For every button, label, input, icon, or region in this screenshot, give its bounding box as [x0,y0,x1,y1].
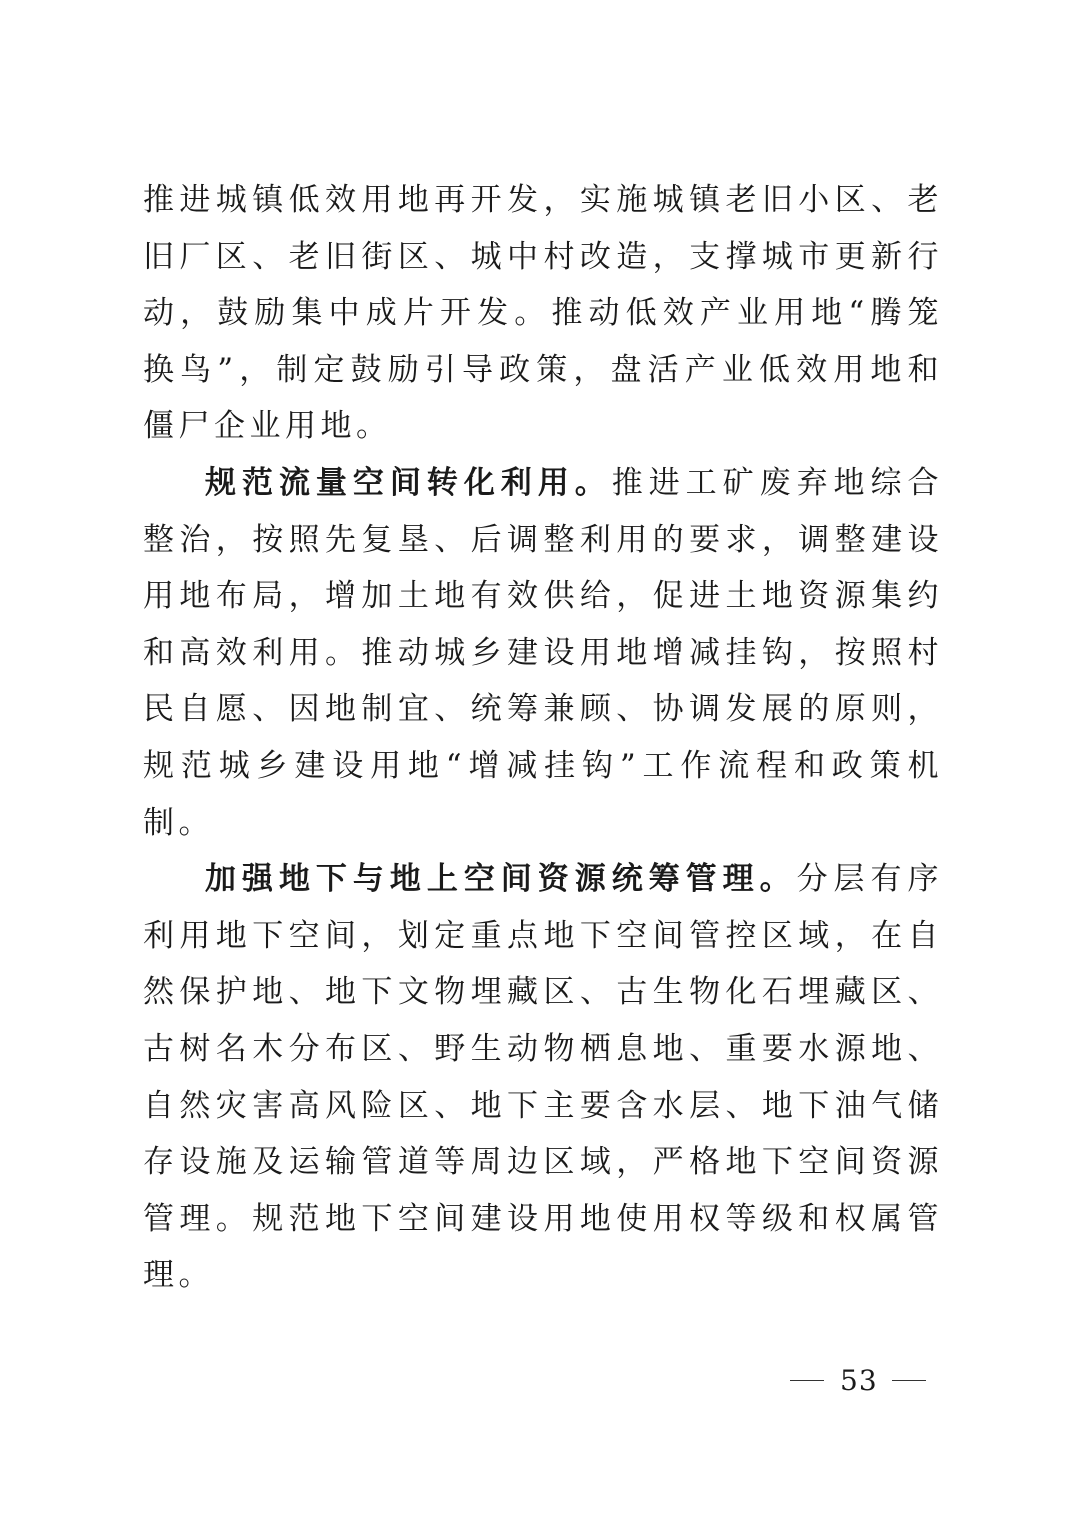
paragraph-urban-redevelopment [143,172,943,455]
paragraph-text: 推进城镇低效用地再开发，实施城镇老旧小区、老旧厂区、老旧街区、城中村改造，支撑城市更新行动，鼓励集中成片开发。推动低效产业用地“腾笼换鸟”，制定鼓励引导政策，盘活产业低效用地和僵尸企业用地。 [143,182,943,445]
footer-dash-right [892,1380,926,1381]
body-text [143,172,943,1304]
paragraph-text: 分层有序利用地下空间，划定重点地下空间管控区域，在自然保护地、地下文物埋藏区、古生物化石埋藏区、古树名木分布区、野生动物栖息地、重要水源地、自然灾害高风险区、地下主要含水层、地下油气储存设施及运输管道等周边区域，严格地下空间资源管理。规范地下空间建设用地使用权等级和权属管理。 [143,861,943,1294]
paragraph-flow-space [143,455,943,851]
paragraph-underground-space [143,851,943,1304]
page-number: 53 [840,1363,878,1397]
footer-dash-left [790,1380,824,1381]
page-footer [790,1360,940,1400]
paragraph-heading: 规范流量空间转化利用。 [205,464,612,501]
paragraph-text: 推进工矿废弃地综合整治，按照先复垦、后调整利用的要求，调整建设用地布局，增加土地有效供给，促进土地资源集约和高效利用。推动城乡建设用地增减挂钩，按照村民自愿、因地制宜、统筹兼顾、协调发展的原则，规范城乡建设用地“增减挂钩”工作流程和政策机制。 [143,464,944,841]
paragraph-heading: 加强地下与地上空间资源统筹管理。 [205,861,797,898]
